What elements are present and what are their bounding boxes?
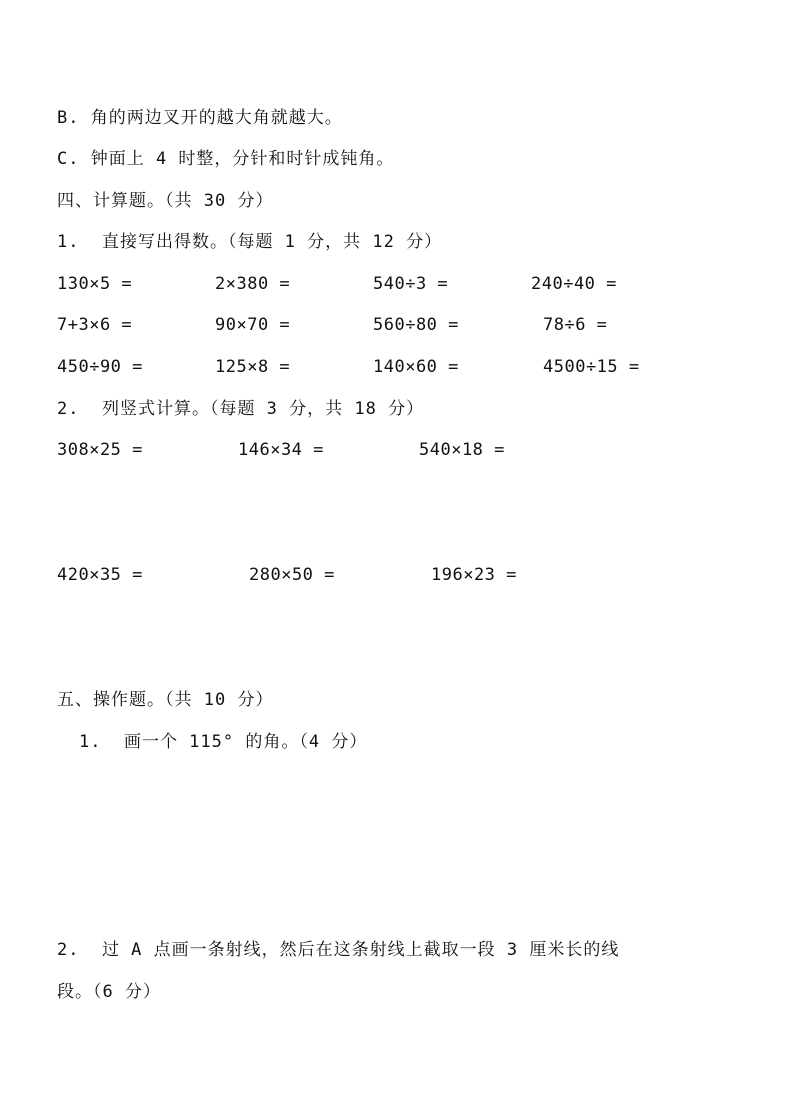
vertical-calc-item: 540×18 = — [419, 440, 505, 460]
section-5-heading: 五、操作题。（共 10 分） — [57, 690, 274, 710]
question-1-title: 1. 直接写出得数。（每题 1 分，共 12 分） — [57, 232, 443, 252]
calc-item: 450÷90 = — [57, 357, 143, 377]
operation-question-2-line-2: 段。（6 分） — [57, 982, 161, 1002]
question-2-title: 2. 列竖式计算。（每题 3 分，共 18 分） — [57, 399, 425, 419]
calc-item: 7+3×6 = — [57, 315, 133, 335]
section-4-heading: 四、计算题。（共 30 分） — [57, 191, 274, 211]
vertical-calc-item: 280×50 = — [249, 565, 335, 585]
vertical-calc-item: 308×25 = — [57, 440, 143, 460]
calc-item: 130×5 = — [57, 274, 133, 294]
operation-question-2-line-1: 2. 过 A 点画一条射线，然后在这条射线上截取一段 3 厘米长的线 — [57, 940, 620, 960]
vertical-calc-item: 146×34 = — [238, 440, 324, 460]
calc-item: 140×60 = — [373, 357, 459, 377]
calc-item: 78÷6 = — [543, 315, 608, 335]
calc-item: 2×380 = — [215, 274, 291, 294]
calc-item: 4500÷15 = — [543, 357, 640, 377]
calc-item: 90×70 = — [215, 315, 291, 335]
vertical-calc-item: 420×35 = — [57, 565, 143, 585]
option-c: C. 钟面上 4 时整，分针和时针成钝角。 — [57, 149, 395, 169]
calc-item: 560÷80 = — [373, 315, 459, 335]
vertical-calc-item: 196×23 = — [431, 565, 517, 585]
option-b: B. 角的两边叉开的越大角就越大。 — [57, 108, 343, 128]
calc-item: 125×8 = — [215, 357, 291, 377]
calc-item: 540÷3 = — [373, 274, 449, 294]
operation-question-1: 1. 画一个 115° 的角。（4 分） — [79, 732, 368, 752]
calc-item: 240÷40 = — [531, 274, 617, 294]
